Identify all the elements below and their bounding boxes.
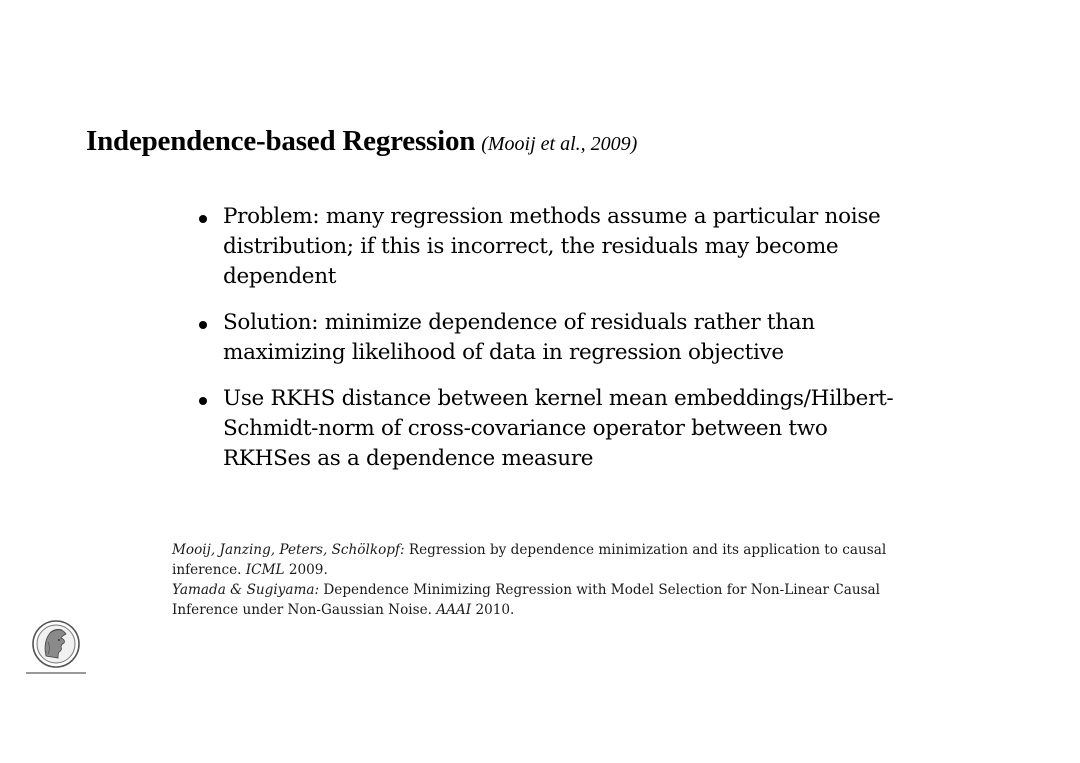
- bullet-text: Use RKHS distance between kernel mean embeddings/Hilbert-Schmidt-norm of cross-covariance operator between two RKHSes as a dependence measure: [223, 386, 894, 471]
- reference-venue: AAAI: [436, 602, 472, 618]
- slide-title: [86, 124, 637, 163]
- reference-year: 2009.: [288, 562, 328, 578]
- bullet-list: [194, 202, 914, 490]
- bullet-dot-icon: [199, 215, 207, 223]
- reference-venue: ICML: [245, 562, 285, 578]
- bullet-dot-icon: [199, 321, 207, 329]
- reference-title: Regression by dependence minimization and its application to causal inference.: [172, 542, 887, 578]
- title-citation: (Mooij et al., 2009): [481, 133, 638, 155]
- bullet-item-problem: [194, 202, 914, 292]
- reference-title: Dependence Minimizing Regression with Model Selection for Non-Linear Causal Inference under Non-Gaussian Noise.: [172, 582, 881, 618]
- max-planck-minerva-seal-icon: [20, 618, 92, 678]
- bullet-text: Problem: many regression methods assume a particular noise distribution; if this is incorrect, the residuals may become dependent: [223, 204, 881, 289]
- reference-yamada: [172, 580, 907, 620]
- bullet-item-rkhs: [194, 384, 914, 474]
- bullet-item-solution: [194, 308, 914, 368]
- references: [172, 540, 907, 620]
- bullet-text: Solution: minimize dependence of residuals rather than maximizing likelihood of data in regression objective: [223, 310, 815, 365]
- title-text: Independence-based Regression: [86, 125, 476, 157]
- reference-mooij: [172, 540, 907, 580]
- bullet-dot-icon: [199, 397, 207, 405]
- reference-year: 2010.: [475, 602, 515, 618]
- reference-authors: Mooij, Janzing, Peters, Schölkopf:: [172, 542, 405, 558]
- reference-authors: Yamada & Sugiyama:: [172, 582, 320, 598]
